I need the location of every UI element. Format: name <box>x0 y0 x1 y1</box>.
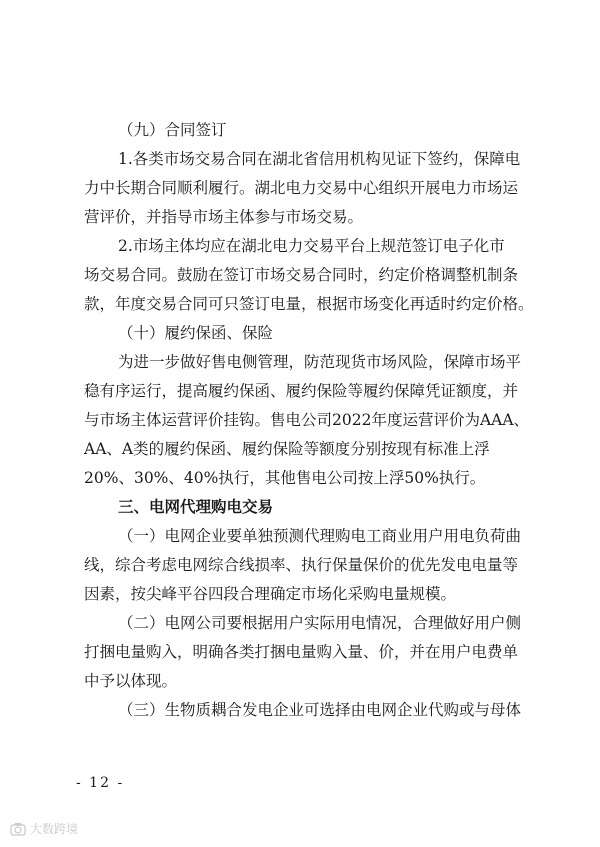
paragraph-line: 款，年度交易合同可只签订电量，根据市场变化再适时约定价格。 <box>84 295 534 313</box>
paragraph-line: 与市场主体运营评价挂钩。售电公司2022年度运营评价为AAA、 <box>84 411 530 429</box>
page-number: - 12 - <box>76 775 125 791</box>
chapter-heading-grid-agency-purchase: 三、电网代理购电交易 <box>118 497 274 516</box>
paragraph-line: 稳有序运行，提高履约保函、履约保险等履约保障凭证额度，并 <box>84 382 519 400</box>
paragraph-line: 1.各类市场交易合同在湖北省信用机构见证下签约，保障电 <box>118 150 521 168</box>
paragraph-line: 场交易合同。鼓励在签订市场交易合同时，约定价格调整机制条 <box>84 266 519 284</box>
paragraph-line: 2.市场主体均应在湖北电力交易平台上规范签订电子化市 <box>118 237 505 255</box>
camera-flower-icon <box>10 822 26 836</box>
paragraph-line: （二）电网公司要根据用户实际用电情况，合理做好用户侧 <box>118 614 522 632</box>
section-heading-performance-guarantee: （十）履约保函、保险 <box>118 324 274 342</box>
paragraph-line: 中予以体现。 <box>84 672 178 690</box>
paragraph-line: 营评价，并指导市场主体参与市场交易。 <box>84 208 364 226</box>
paragraph-line: 线，综合考虑电网综合线损率、执行保量保价的优先发电电量等 <box>84 556 519 574</box>
paragraph-line: 为进一步做好售电侧管理，防范现货市场风险，保障市场平 <box>118 353 522 371</box>
paragraph-line: 打捆电量购入，明确各类打捆电量购入量、价，并在用户电费单 <box>84 643 519 661</box>
paragraph-line: AA、A类的履约保函、履约保险等额度分别按现有标准上浮 <box>84 440 490 458</box>
section-heading-contract-signing: （九）合同签订 <box>118 121 227 139</box>
watermark-text: 大数跨境 <box>30 822 79 836</box>
paragraph-line: 因素，按尖峰平谷四段合理确定市场化采购电量规模。 <box>84 585 457 603</box>
watermark <box>10 820 78 837</box>
paragraph-line: （三）生物质耦合发电企业可选择由电网企业代购或与母体 <box>118 701 522 719</box>
paragraph-line: 20%、30%、40%执行，其他售电公司按上浮50%执行。 <box>84 469 486 487</box>
paragraph-line: 力中长期合同顺利履行。湖北电力交易中心组织开展电力市场运 <box>84 179 519 197</box>
paragraph-line: （一）电网企业要单独预测代理购电工商业用户用电负荷曲 <box>118 527 522 545</box>
